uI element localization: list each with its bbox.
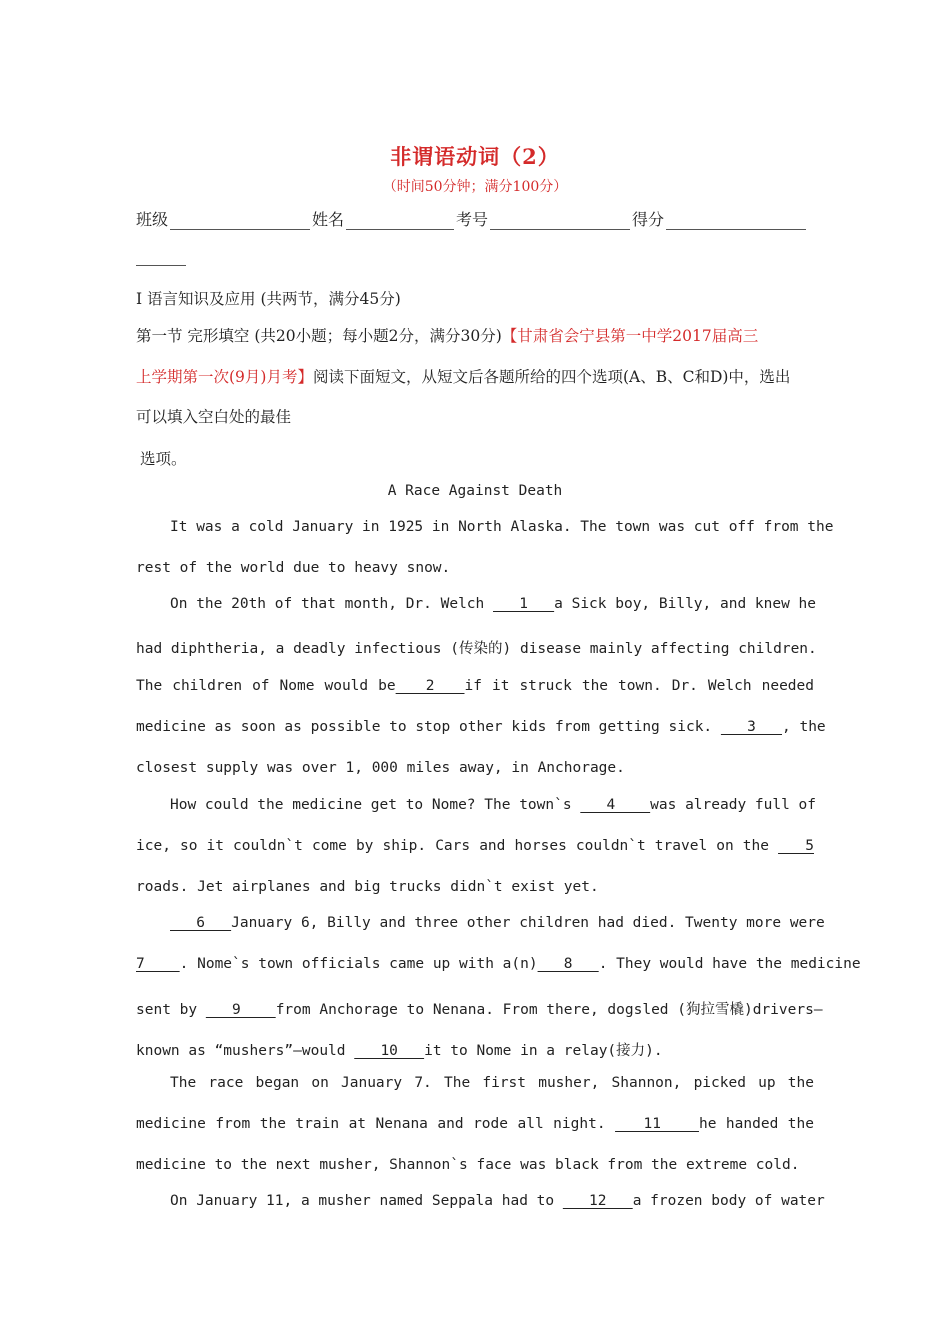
passage-line: It was a cold January in 1925 in North Alaska. The town was cut off from the [170,519,834,535]
class-field[interactable] [170,211,310,230]
blank-1: 1 [493,596,555,612]
passage-line: The race began on January 7. The first musher, Shannon, picked up the [170,1075,814,1091]
blank-8: 8 [537,956,599,972]
passage-line: 6 January 6, Billy and three other children had died. Twenty more were [170,915,825,931]
instruction-c: 选项。 [140,450,187,468]
source-note-a: 【甘肃省会宁县第一中学2017届高三 [501,327,759,345]
blank-7: 7 [136,956,180,972]
passage-line: On the 20th of that month, Dr. Welch 1 a Sick boy, Billy, and knew he [170,596,817,612]
passage-title: A Race Against Death [387,483,563,499]
name-label: 姓名 [312,210,345,229]
source-note-b: 上学期第一次(9月)月考】 [136,368,313,386]
instruction-b: 可以填入空白处的最佳 [136,408,292,426]
passage-line: ice, so it couldn`t come by ship. Cars and horses couldn`t travel on the 5 [136,838,814,854]
blank-6: 6 [170,915,232,931]
passage-line: rest of the world due to heavy snow. [136,560,451,576]
passage-line: The children of Nome would be 2 if it struck the town. Dr. Welch needed [136,678,814,694]
passage-line: sent by 9 from Anchorage to Nenana. From there, dogsled (狗拉雪橇)drivers— [136,1002,823,1018]
instruction-a: 阅读下面短文，从短文后各题所给的四个选项(A、B、C和D)中，选出 [312,368,791,386]
passage-line: medicine to the next musher, Shannon`s face was black from the extreme cold. [136,1157,800,1173]
passage-line: roads. Jet airplanes and big trucks didn`t exist yet. [136,879,599,895]
blank-5: 5 [778,838,814,854]
class-label: 班级 [136,210,169,229]
page-title: 非谓语动词（2） [390,144,560,169]
score-field[interactable] [666,211,806,230]
name-field[interactable] [346,211,454,230]
passage-line: medicine from the train at Nenana and rode all night. 11 he handed the [136,1116,814,1132]
passage-line: known as “mushers”—would 10 it to Nome in a relay(接力). [136,1043,663,1059]
section-heading: 第一节 完形填空 (共20小题；每小题2分，满分30分) [136,327,502,345]
passage-line: had diphtheria, a deadly infectious (传染的) disease mainly affecting children. [136,641,817,657]
blank-12: 12 [562,1193,633,1209]
passage-line: 7 . Nome`s town officials came up with a(n) 8 . They would have the medicine [136,956,861,972]
student-info-row [136,207,816,230]
blank-11: 11 [615,1116,699,1132]
passage-line: closest supply was over 1, 000 miles away, in Anchorage. [136,760,625,776]
instruction-line-1 [136,365,816,387]
score-field-continuation [136,265,186,266]
blank-3: 3 [720,719,783,735]
blank-2: 2 [395,678,465,694]
number-field[interactable] [490,211,630,230]
passage-line: medicine as soon as possible to stop other kids from getting sick. 3 , the [136,719,826,735]
blank-9: 9 [205,1002,276,1018]
passage-line: How could the medicine get to Nome? The town`s 4 was already full of [170,797,817,813]
number-label: 考号 [456,210,489,229]
part-heading: I 语言知识及应用 (共两节，满分45分) [136,290,401,308]
passage-line: On January 11, a musher named Seppala had to 12 a frozen body of water [170,1193,825,1209]
score-label: 得分 [632,210,665,229]
section-heading-line [136,324,816,346]
time-score-note: （时间50分钟；满分100分） [382,179,568,195]
blank-10: 10 [354,1043,425,1059]
blank-4: 4 [580,797,651,813]
